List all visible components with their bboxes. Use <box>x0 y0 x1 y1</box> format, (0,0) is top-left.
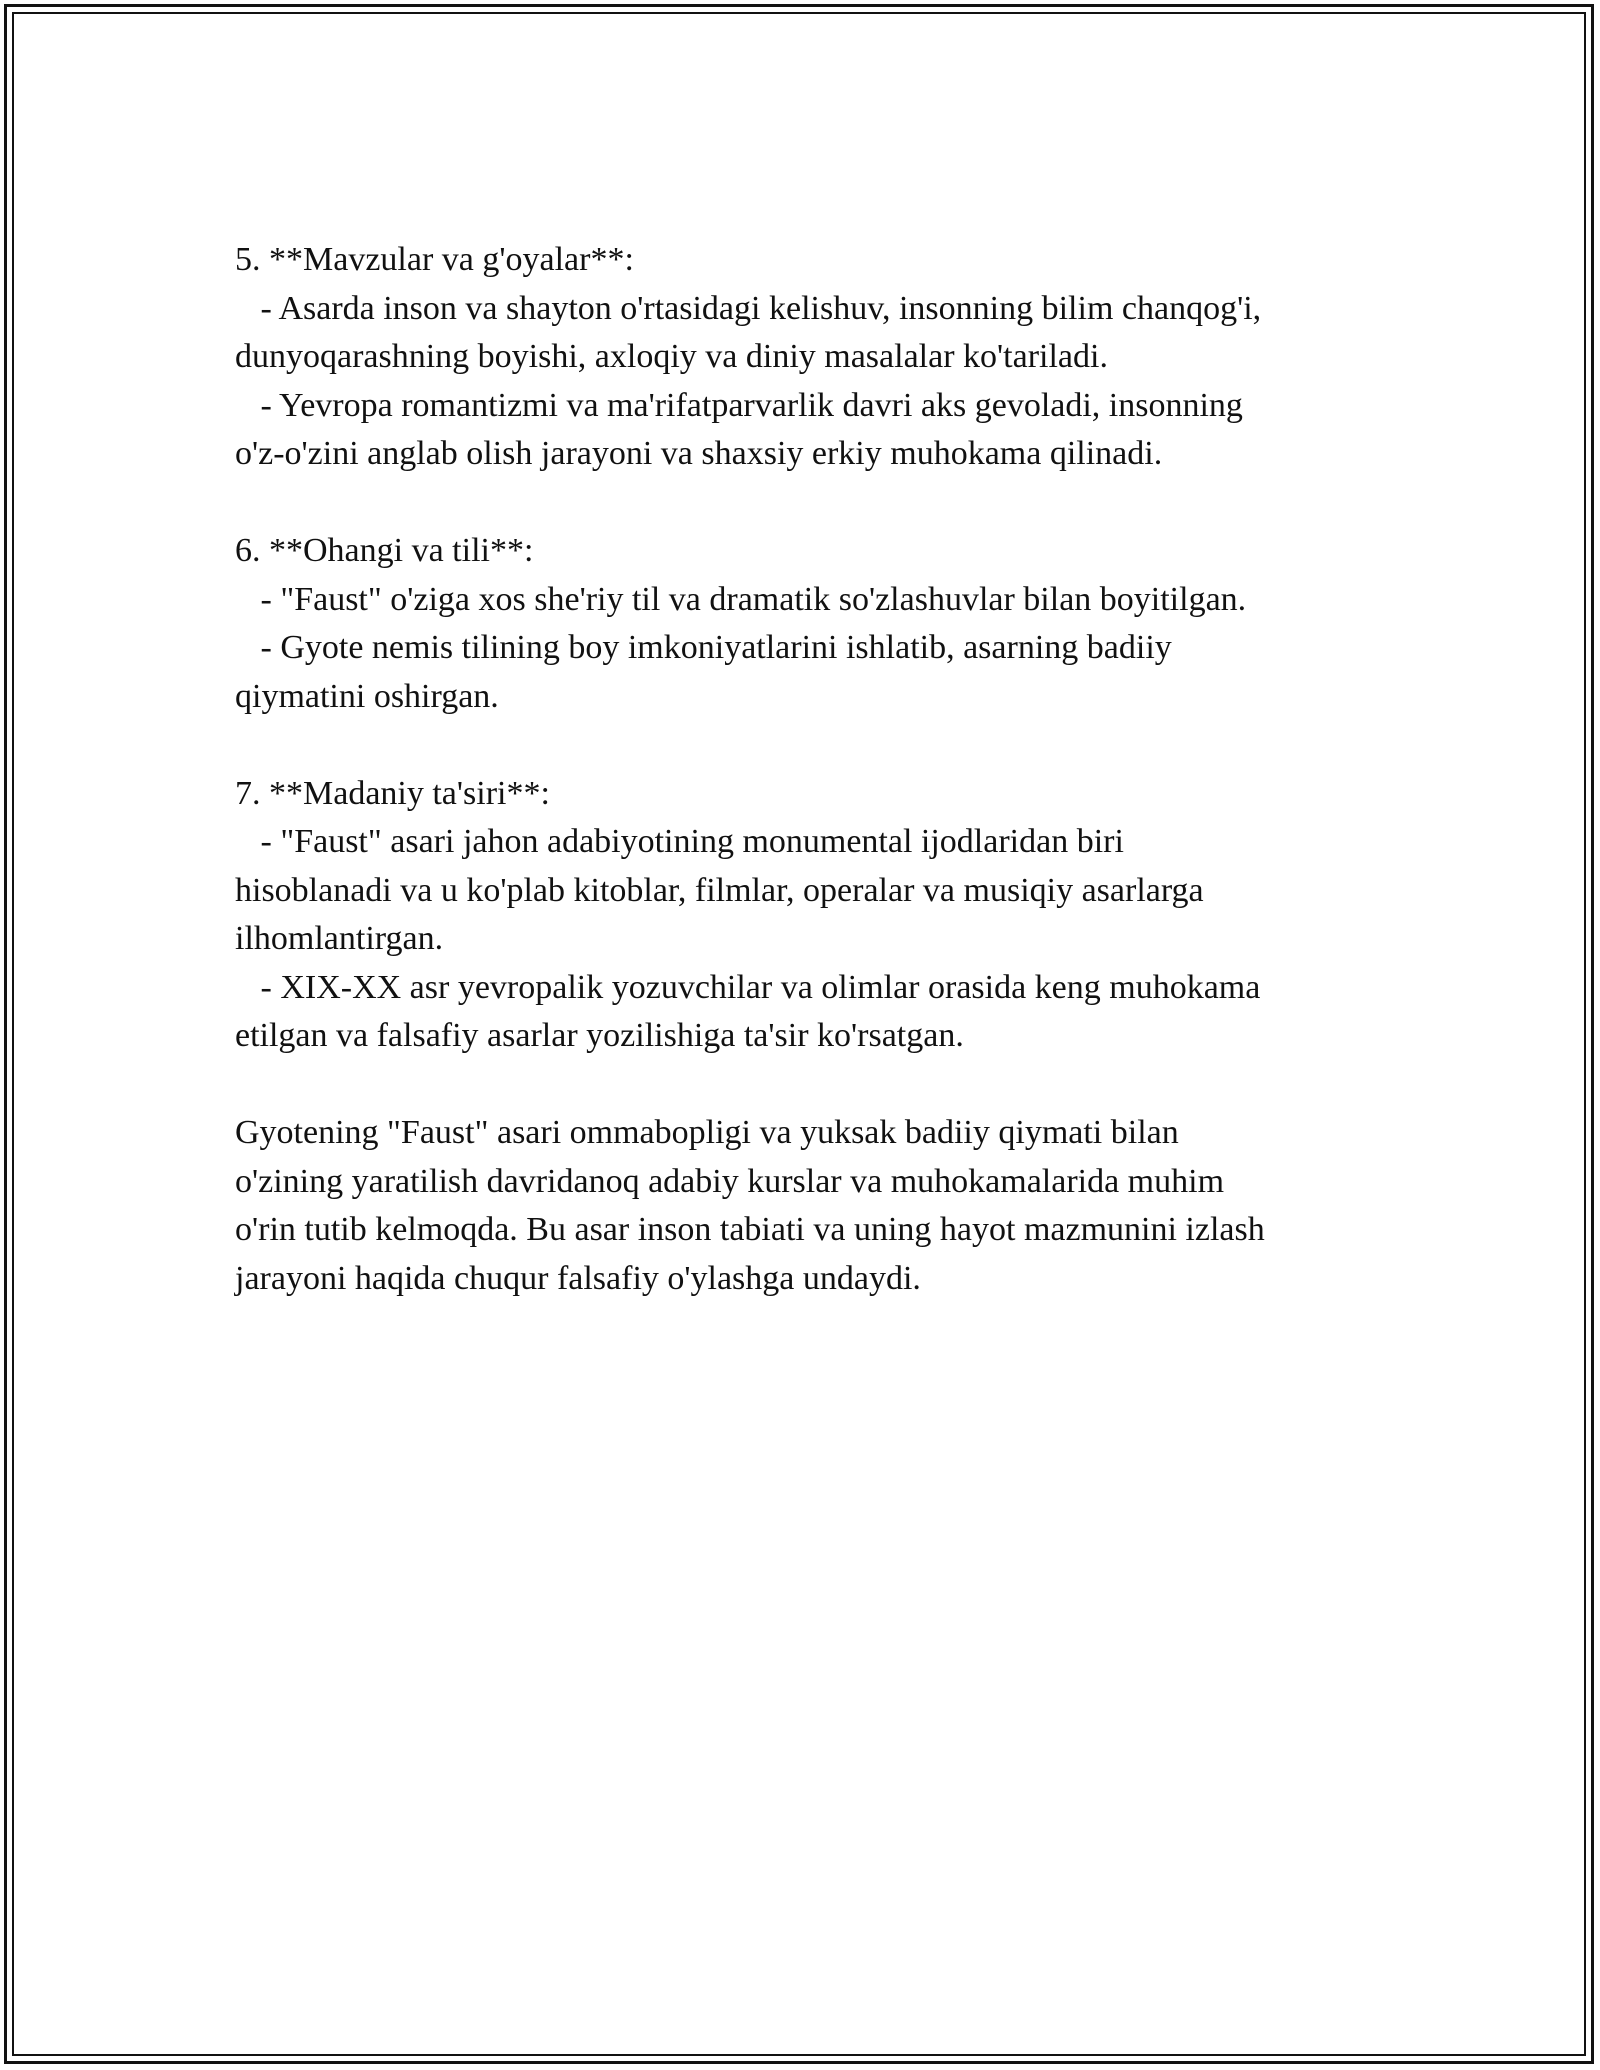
text-line: ilhomlantirgan. <box>235 920 444 957</box>
section-heading: 7. **Madaniy ta'siri**: <box>235 774 550 812</box>
conclusion-line: o'zining yaratilish davridanoq adabiy kurslar va muhokamalarida muhim <box>235 1162 1225 1200</box>
section-cultural-influence <box>235 770 1365 1061</box>
conclusion-line: o'rin tutib kelmoqda. Bu asar inson tabiati va uning hayot mazmunini izlash <box>235 1211 1265 1248</box>
text-line: - XIX-XX asr yevropalik yozuvchilar va olimlar orasida keng muhokama <box>235 968 1261 1006</box>
text-line: - Yevropa romantizmi va ma'rifatparvarlik davri aks gevoladi, insonning <box>235 386 1243 424</box>
section-themes <box>235 236 1365 479</box>
text-line: - "Faust" asari jahon adabiyotining monumental ijodlaridan biri <box>235 823 1124 860</box>
section-tone-language <box>235 527 1365 721</box>
section-heading: 6. **Ohangi va tili**: <box>235 532 534 569</box>
text-line: - "Faust" o'ziga xos she'riy til va dramatik so'zlashuvlar bilan boyitilgan. <box>235 580 1247 618</box>
text-line: etilgan va falsafiy asarlar yozilishiga ta'sir ko'rsatgan. <box>235 1017 964 1054</box>
text-line: hisoblanadi va u ko'plab kitoblar, filmlar, operalar va musiqiy asarlarga <box>235 871 1204 909</box>
text-line: qiymatini oshirgan. <box>235 677 499 715</box>
text-line: - Gyote nemis tilining boy imkoniyatlarini ishlatib, asarning badiiy <box>235 629 1172 666</box>
conclusion-line: Gyotening "Faust" asari ommabopligi va yuksak badiiy qiymati bilan <box>235 1114 1179 1151</box>
section-heading: 5. **Mavzular va g'oyalar**: <box>235 241 634 278</box>
text-line: o'z-o'zini anglab olish jarayoni va shaxsiy erkiy muhokama qilinadi. <box>235 435 1163 472</box>
text-line: - Asarda inson va shayton o'rtasidagi kelishuv, insonning bilim chanqog'i, <box>235 289 1262 327</box>
conclusion-line: jarayoni haqida chuqur falsafiy o'ylashga undaydi. <box>235 1259 921 1297</box>
section-conclusion <box>235 1109 1365 1303</box>
text-line: dunyoqarashning boyishi, axloqiy va diniy masalalar ko'tariladi. <box>235 338 1108 375</box>
document-body <box>235 236 1365 1352</box>
